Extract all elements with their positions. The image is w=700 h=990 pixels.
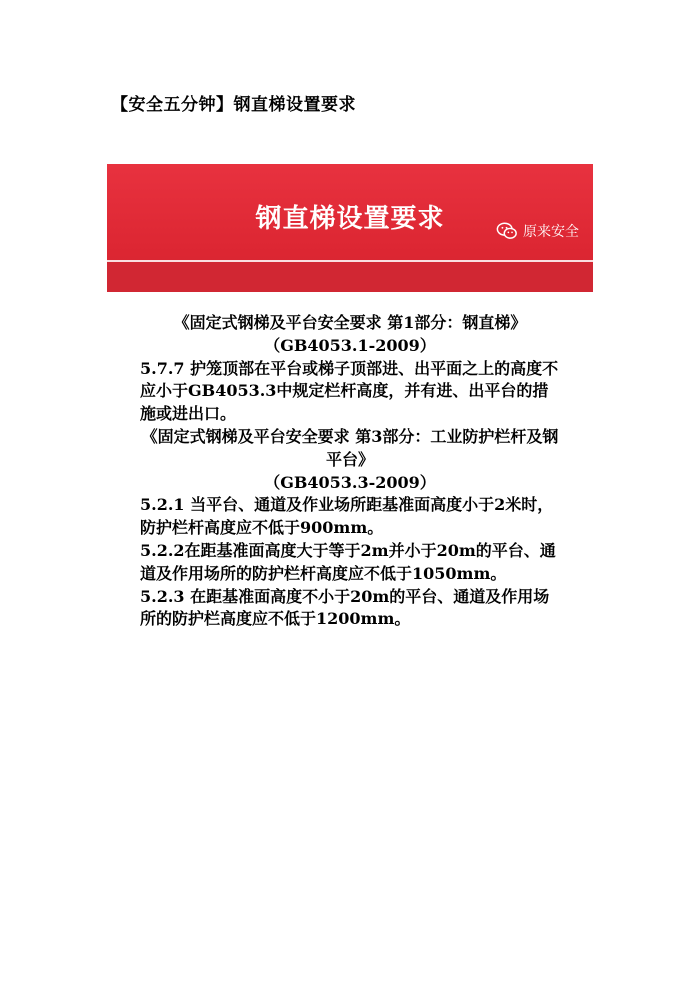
standard-text-block: [140, 312, 560, 631]
banner-title: 钢直梯设置要求: [255, 204, 445, 234]
article-banner-image: [107, 164, 593, 292]
standard-3-code: （GB4053.3-2009）: [264, 472, 436, 492]
brand-watermark: [496, 220, 579, 242]
clause-5-7-7: 5.7.7 护笼顶部在平台或梯子顶部进、出平面之上的高度不应小于GB4053.3中规定栏杆高度，并有进、出平台的措施或进出口。: [140, 358, 559, 424]
standard-1-code: （GB4053.1-2009）: [264, 335, 436, 355]
brand-text: 原来安全: [523, 224, 579, 240]
standard-3-title: 《固定式钢梯及平台安全要求 第3部分：工业防护栏杆及钢平台》: [141, 426, 559, 469]
page-title: 【安全五分钟】钢直梯设置要求: [111, 95, 356, 115]
wechat-icon: [496, 220, 518, 242]
banner-bottom-band: [107, 262, 593, 292]
clause-5-2-2: 5.2.2在距基准面高度大于等于2m并小于20m的平台、通道及作用场所的防护栏杆高度应不低于1050mm。: [140, 540, 556, 583]
clause-5-2-1: 5.2.1 当平台、通道及作业场所距基准面高度小于2米时，防护栏杆高度应不低于900mm。: [140, 495, 554, 538]
standard-1-title: 《固定式钢梯及平台安全要求 第1部分：钢直梯》: [173, 313, 527, 332]
clause-5-2-3: 5.2.3 在距基准面高度不小于20m的平台、通道及作用场所的防护栏高度应不低于1200mm。: [140, 586, 550, 629]
